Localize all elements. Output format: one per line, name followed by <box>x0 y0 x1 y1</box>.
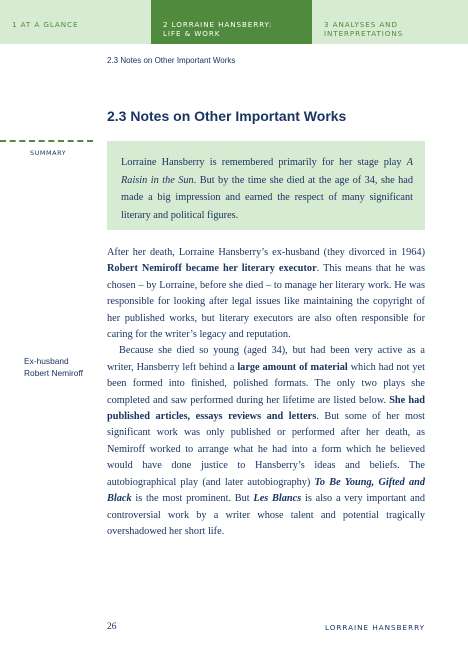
text-run: is the most prominent. But <box>131 493 254 505</box>
highlight-published: She had published articles, essays reviews and letters <box>107 394 425 423</box>
summary-divider <box>0 140 93 142</box>
highlight-material: large amount of material <box>237 361 348 373</box>
text-run: . This means that he was chosen – by Lorraine, before she died – to manage her literary work. He was responsible for looking after legal issues like maintaining the copyright of her published works, but literary executors are also often responsible for caring for the writer’s legacy and reputation. <box>107 263 425 341</box>
breadcrumb: 2.3 Notes on Other Important Works <box>107 56 236 65</box>
tab-at-a-glance[interactable]: 1 AT A GLANCE <box>0 0 151 44</box>
text-run: which had not yet been formed into finished, polished formats. The only two plays she completed and saw performed during her lifetime are listed below. <box>107 361 425 406</box>
text-run: is also a very important and controversial work by a writer whose talent and potential tragically overshadowed her short life. <box>107 493 426 537</box>
title-les-blancs: Les Blancs <box>253 493 302 505</box>
summary-box <box>107 141 425 230</box>
section-title: 2.3 Notes on Other Important Works <box>107 108 347 124</box>
summary-text <box>121 154 413 224</box>
paragraph-2 <box>107 343 425 540</box>
summary-text-part: . But by the time she died at the age of 34, she had made a big impression and earned the respect of many significant literary and political figures. <box>121 174 413 221</box>
page-number: 26 <box>107 622 117 632</box>
chapter-tabs <box>0 0 468 44</box>
text-run: Because she died so young (aged 34), but had been very active as a writer, Hansberry left behind a <box>107 345 425 373</box>
body-text <box>107 245 425 540</box>
running-footer-author: LORRAINE HANSBERRY <box>325 623 425 632</box>
paragraph-1 <box>107 245 425 343</box>
tab-life-and-work[interactable]: 2 LORRAINE HANSBERRY: LIFE & WORK <box>151 0 312 44</box>
summary-label: SUMMARY <box>30 149 67 157</box>
title-to-be-young: To Be Young, Gifted and Black <box>107 476 425 505</box>
summary-play-title: A Raisin in the Sun <box>121 157 413 186</box>
summary-text-part: Lorraine Hansberry is remembered primarily for her stage play <box>121 157 407 168</box>
text-run: After her death, Lorraine Hansberry’s ex-husband (they divorced in 1964) <box>107 247 425 258</box>
text-run: . But some of her most significant work was only published or performed after her death, as Nemiroff worked to arrange what he had into a form which he believed would have done justice to Hansberry’s ideas and beliefs. The autobiographical play (and later autobiography) <box>107 411 425 488</box>
tab-analyses[interactable]: 3 ANALYSES AND INTERPRETATIONS <box>312 0 468 44</box>
margin-note: Ex-husband Robert Nemiroff <box>24 356 83 378</box>
highlight-executor: Robert Nemiroff became her literary executor <box>107 263 317 275</box>
